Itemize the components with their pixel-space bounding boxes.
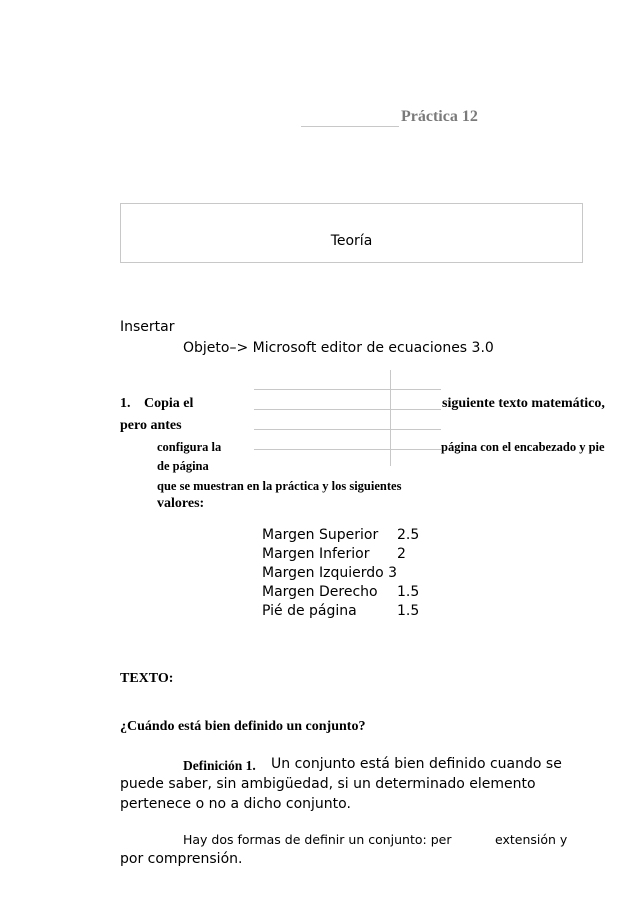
insert-menu-label: Insertar — [120, 319, 175, 335]
definition-line-2: puede saber, sin ambigüedad, si un determinado elemento — [120, 776, 536, 792]
table-rule-3 — [254, 429, 441, 430]
exercise-text-e: página con el encabezado y pie — [441, 440, 605, 454]
table-rule-1 — [254, 389, 441, 390]
theory-box — [120, 203, 583, 263]
margin-value: 2.5 — [397, 527, 420, 543]
margin-value: 2 — [397, 546, 406, 562]
margin-label: Pié de página — [262, 603, 357, 619]
margin-value: 1.5 — [397, 584, 420, 600]
exercise-text-b: siguiente texto matemático, — [442, 396, 605, 411]
forms-line-1a: Hay dos formas de definir un conjunto: per — [183, 832, 452, 847]
header-rule — [301, 126, 399, 127]
insert-object-path: Objeto–> Microsoft editor de ecuaciones 3.0 — [183, 340, 494, 356]
forms-line-1b: extensión y — [495, 832, 568, 847]
definition-label: Definición 1. — [183, 758, 256, 773]
definition-line-3: pertenece o no a dicho conjunto. — [120, 796, 351, 812]
page-title: Práctica 12 — [401, 108, 478, 125]
forms-line-2: por comprensión. — [120, 851, 243, 867]
exercise-text-a: Copia el — [144, 396, 194, 411]
margin-label: Margen Derecho — [262, 584, 378, 600]
exercise-number: 1. — [120, 396, 131, 411]
exercise-text-c: pero antes — [120, 418, 182, 433]
question-heading: ¿Cuándo está bien definido un conjunto? — [120, 719, 366, 734]
exercise-text-g: que se muestran en la práctica y los siguientes — [157, 479, 402, 493]
definition-line-1: Un conjunto está bien definido cuando se — [271, 756, 562, 772]
exercise-text-f: de página — [157, 459, 209, 473]
text-heading: TEXTO: — [120, 671, 174, 686]
table-rule-2 — [254, 409, 441, 410]
margin-label: Margen Superior — [262, 527, 379, 543]
exercise-text-h: valores: — [157, 496, 205, 511]
theory-label: Teoría — [330, 233, 373, 249]
table-rule-4 — [254, 449, 441, 450]
margin-value: 1.5 — [397, 603, 420, 619]
table-divider — [390, 370, 391, 466]
margin-label: Margen Inferior — [262, 546, 370, 562]
exercise-text-d: configura la — [157, 440, 222, 454]
margin-label: Margen Izquierdo 3 — [262, 565, 398, 581]
